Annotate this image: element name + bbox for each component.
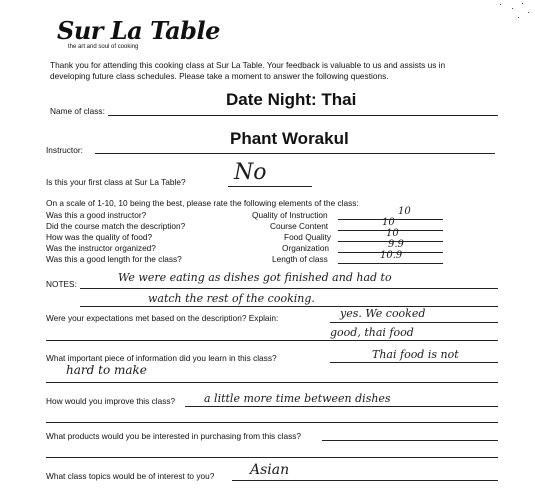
intro-line-1: Thank you for attending this cooking class at Sur La Table. Your feedback is valuable to us and assists us in <box>50 60 446 70</box>
important-info-answer-1: Thai food is not <box>372 348 459 361</box>
expectations-answer-1: yes. We cooked <box>340 307 426 320</box>
class-name-label: Name of class: <box>50 106 105 116</box>
rating-underline <box>338 230 443 231</box>
scan-speck <box>528 12 529 13</box>
brand-tagline: the art and soul of cooking <box>68 44 139 50</box>
instructor-underline <box>95 153 495 154</box>
improve-answer: a little more time between dishes <box>204 392 391 405</box>
rating-value-food: 10 <box>386 228 399 239</box>
rating-label-food: Food Quality <box>284 232 332 242</box>
rating-label-length: Length of class <box>272 254 328 264</box>
rating-label-instruction: Quality of Instruction <box>252 210 328 220</box>
rating-underline <box>338 241 443 242</box>
rating-label-content: Course Content <box>270 221 329 231</box>
intro-line-2: developing future class schedules. Please take a moment to answer the following questions. <box>50 71 389 81</box>
topics-underline <box>232 480 498 481</box>
scan-speck <box>500 4 501 5</box>
expectations-answer-2: good, thai food <box>330 326 414 339</box>
products-label: What products would you be interested in purchasing from this class? <box>46 431 302 441</box>
notes-underline <box>80 288 498 289</box>
rating-question: Was the instructor organized? <box>46 243 156 253</box>
instructor-label: Instructor: <box>46 145 83 155</box>
topics-label: What class topics would be of interest to you? <box>46 471 215 481</box>
improve-underline <box>46 422 498 423</box>
topics-answer: Asian <box>250 462 290 478</box>
rating-underline <box>338 263 443 264</box>
rating-value-length: 10.9 <box>380 250 403 261</box>
products-underline <box>46 457 498 458</box>
rating-value-organization: 9.9 <box>388 239 404 250</box>
class-name-value: Date Night: Thai <box>226 90 357 109</box>
rating-question: Was this a good length for the class? <box>46 254 182 264</box>
first-class-underline <box>228 186 312 187</box>
rating-underline <box>338 252 443 253</box>
rating-question: Was this a good instructor? <box>46 210 147 220</box>
rating-question: Did the course match the description? <box>46 221 186 231</box>
rating-question: How was the quality of food? <box>46 232 153 242</box>
scan-speck <box>518 17 519 18</box>
improve-label: How would you improve this class? <box>46 396 176 406</box>
first-class-answer: No <box>234 160 267 185</box>
rating-value-instruction: 10 <box>398 206 411 217</box>
notes-answer-line-1: We were eating as dishes got finished and had to <box>118 271 392 284</box>
notes-underline <box>80 306 498 307</box>
class-name-underline <box>108 115 498 116</box>
rating-instructions: On a scale of 1-10, 10 being the best, please rate the following elements of the class: <box>46 198 359 208</box>
rating-value-content: 10 <box>382 217 395 228</box>
intro-text <box>50 60 490 82</box>
scan-speck <box>512 8 513 9</box>
rating-underline <box>338 219 443 220</box>
expectations-label: Were your expectations met based on the description? Explain: <box>46 313 279 323</box>
important-info-answer-2: hard to make <box>66 363 147 377</box>
important-info-label: What important piece of information did you learn in this class? <box>46 353 277 363</box>
expectations-underline <box>330 322 498 323</box>
notes-label: NOTES: <box>46 279 77 289</box>
instructor-value: Phant Worakul <box>230 129 349 148</box>
rating-label-organization: Organization <box>282 243 330 253</box>
important-info-underline <box>330 362 498 363</box>
expectations-underline <box>46 340 498 341</box>
products-underline <box>322 440 498 441</box>
notes-answer-line-2: watch the rest of the cooking. <box>148 292 315 305</box>
brand-logo: Sur La Table <box>57 16 220 45</box>
scan-speck <box>522 3 523 4</box>
first-class-label: Is this your first class at Sur La Table? <box>46 177 186 187</box>
important-info-underline <box>46 382 498 383</box>
improve-underline <box>185 406 498 407</box>
